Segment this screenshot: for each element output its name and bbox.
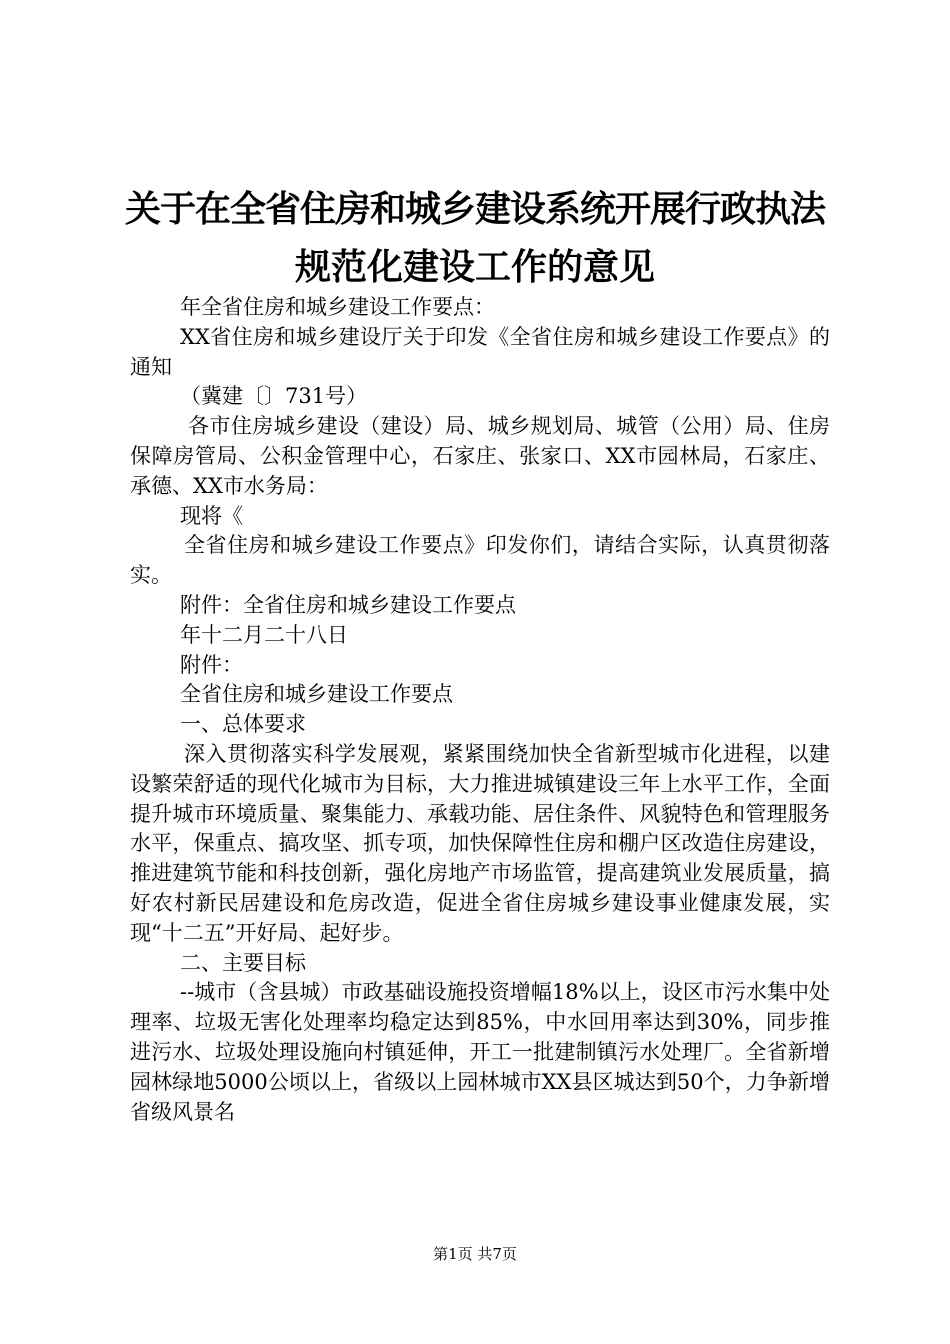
paragraph-issue-start: 现将《 — [180, 503, 243, 528]
paragraph-recipients: 各市住房城乡建设（建设）局、城乡规划局、城管（公用）局、住房保障房管局、公积金管理中心，石家庄、张家口、XX市园林局，石家庄、承德、XX市水务局： — [130, 414, 830, 498]
paragraph-intro: 年全省住房和城乡建设工作要点： — [180, 295, 495, 319]
section-heading-2: 二、主要目标 — [180, 950, 306, 975]
paragraph-attachment-label: 附件： — [180, 652, 243, 677]
paragraph-attachment-title: 全省住房和城乡建设工作要点 — [180, 682, 453, 707]
paragraph-main-targets: --城市（含县城）市政基础设施投资增幅18%以上，设区市污水集中处理率、垃圾无害化处理率均稳定达到85%，中水回用率达到30%，同步推进污水、垃圾处理设施向村镇延伸，开工一批建制镇污水处理厂。全省新增园林绿地5000公顷以上，省级以上园林城市XX县区城达到50个，力争新增省级风景名 — [130, 980, 830, 1124]
paragraph-notice-title: XX省住房和城乡建设厅关于印发《全省住房和城乡建设工作要点》的通知 — [130, 324, 830, 379]
paragraph-date: 年十二月二十八日 — [180, 622, 348, 647]
paragraph-general-requirements: 深入贯彻落实科学发展观，紧紧围绕加快全省新型城市化进程，以建设繁荣舒适的现代化城市为目标，大力推进城镇建设三年上水平工作，全面提升城市环境质量、聚集能力、承载功能、居住条件、风貌特色和管理服务水平，保重点、搞攻坚、抓专项，加快保障性住房和棚户区改造住房建设，推进建筑节能和科技创新，强化房地产市场监管，提高建筑业发展质量，搞好农村新民居建设和危房改造，促进全省住房城乡建设事业健康发展，实现“十二五”开好局、起好步。 — [130, 741, 830, 945]
document-title-line-1: 关于在全省住房和城乡建设系统开展行政执法 — [124, 189, 825, 230]
section-heading-1: 一、总体要求 — [180, 712, 306, 737]
page-footer: 第1页 共7页 — [433, 1245, 517, 1263]
paragraph-issue: 全省住房和城乡建设工作要点》印发你们，请结合实际，认真贯彻落实。 — [130, 533, 830, 588]
document-body — [130, 293, 830, 1127]
paragraph-attachment: 附件：全省住房和城乡建设工作要点 — [180, 592, 516, 617]
document-title-line-2: 规范化建设工作的意见 — [294, 247, 655, 288]
paragraph-doc-number: （冀建〔〕731号） — [180, 384, 368, 409]
